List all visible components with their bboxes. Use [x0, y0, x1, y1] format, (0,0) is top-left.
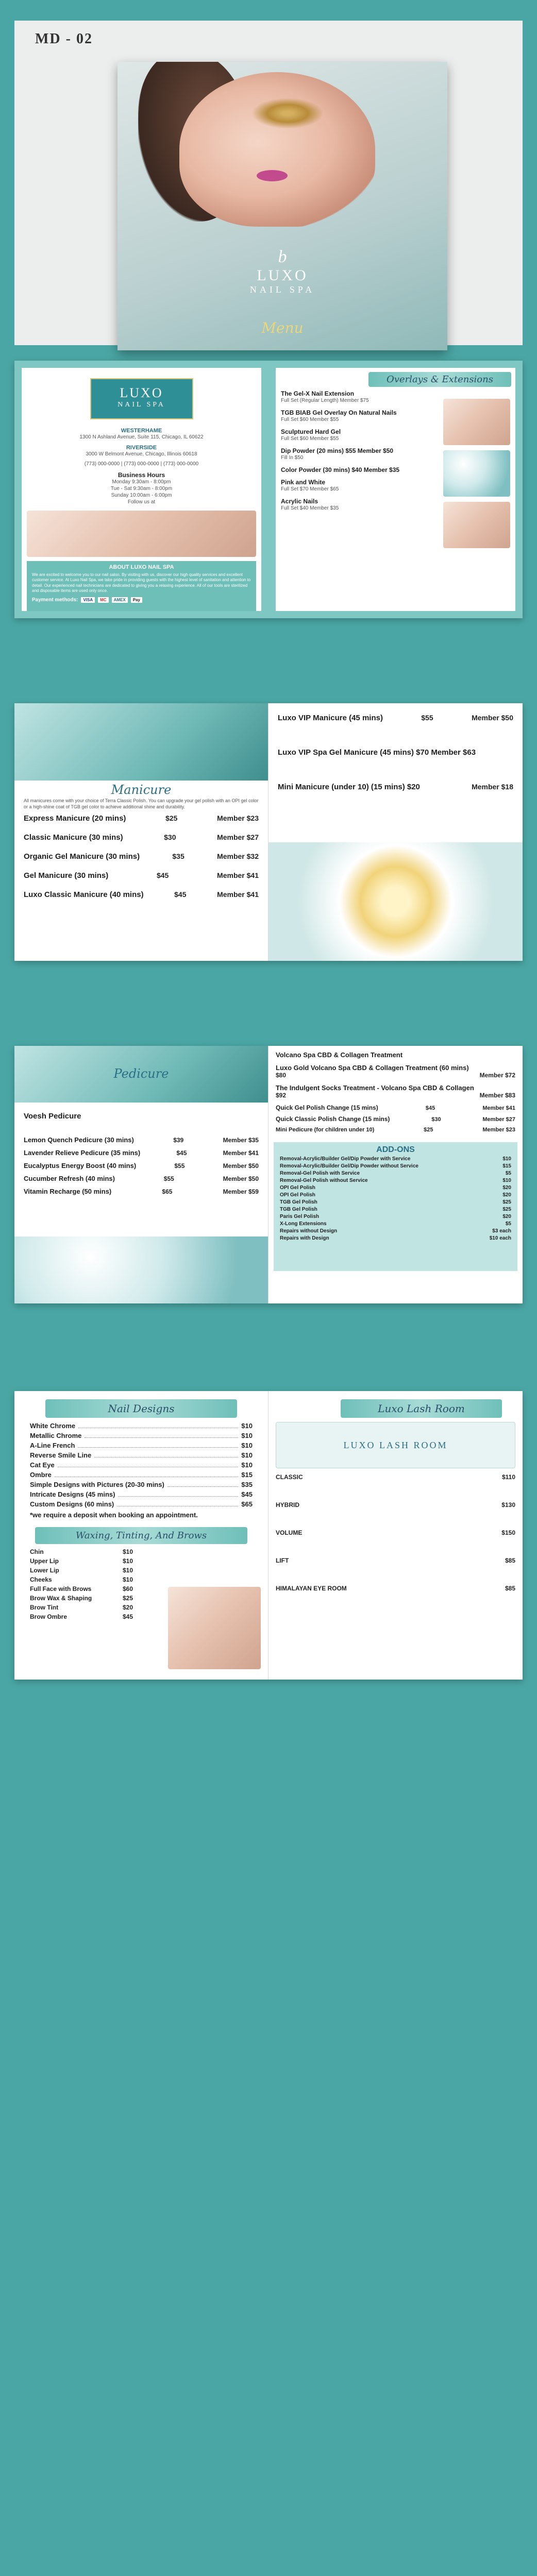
- page-treatments: [268, 1046, 523, 1303]
- treatment-list: [268, 1046, 523, 1142]
- addon-price: $20: [502, 1185, 511, 1191]
- item-price: $39: [173, 1137, 184, 1144]
- item-name: Pink and White: [281, 479, 326, 486]
- item-name: Quick Classic Polish Change (15 mins): [276, 1115, 390, 1123]
- item-price: $45: [425, 1105, 435, 1111]
- manicure-title: Manicure: [111, 783, 172, 797]
- cover-lips: [257, 170, 288, 181]
- lash-price: $130: [501, 1501, 515, 1509]
- item-name: Classic Manicure (30 mins): [24, 833, 123, 842]
- lash-price: $85: [505, 1585, 515, 1592]
- overlay-photo-3: [443, 502, 510, 548]
- item-member-price: Member $50: [223, 1162, 259, 1170]
- addon-row: [280, 1228, 511, 1234]
- wax-name: Chin: [30, 1548, 44, 1555]
- lash-price: $110: [501, 1473, 515, 1481]
- contact: (773) 000-0000 | (773) 000-0000 | (773) 000-0000: [84, 461, 199, 467]
- item-name: Luxo Gold Volcano Spa CBD & Collagen Treatment (60 mins): [276, 1064, 469, 1072]
- item-name: Luxo VIP Spa Gel Manicure (45 mins) $70 Member $63: [278, 748, 476, 757]
- item-member-price: Member $35: [223, 1137, 259, 1144]
- design-row: [30, 1490, 253, 1498]
- addon-name: Paris Gel Polish: [280, 1214, 320, 1219]
- item-name: Volcano Spa CBD & Collagen Treatment: [276, 1051, 403, 1059]
- menu-item: [276, 1051, 515, 1059]
- addons-title: ADD-ONS: [376, 1145, 415, 1154]
- item-member-price: Member $41: [482, 1105, 515, 1111]
- menu-item: [276, 1064, 515, 1079]
- design-price: $10: [241, 1422, 253, 1430]
- info-logo: [90, 378, 193, 419]
- menu-item: [278, 748, 513, 757]
- follow-label: Follow us at: [127, 499, 156, 505]
- wax-row: [30, 1585, 133, 1592]
- addon-name: OPI Gel Polish: [280, 1192, 315, 1198]
- manicure-list: [14, 811, 268, 912]
- design-name: White Chrome: [30, 1422, 76, 1430]
- design-price: $65: [241, 1500, 253, 1508]
- addon-price: $25: [502, 1199, 511, 1205]
- overlay-photo-2: [443, 450, 510, 497]
- design-name: Reverse Smile Line: [30, 1451, 92, 1459]
- page-designs: [14, 1391, 268, 1680]
- addon-name: Removal-Gel Polish with Service: [280, 1171, 360, 1176]
- addon-name: Removal-Acrylic/Builder Gel/Dip Powder without Service: [280, 1163, 418, 1169]
- addon-price: $25: [502, 1207, 511, 1212]
- spread-1: [14, 361, 523, 618]
- payment-row: [32, 597, 251, 603]
- wax-row: [30, 1604, 133, 1611]
- designs-banner: Nail Designs: [45, 1399, 237, 1418]
- page-info: [14, 361, 268, 618]
- item-name: Gel Manicure (30 mins): [24, 871, 109, 880]
- menu-item: [24, 1136, 259, 1144]
- item-prices: Full Set $60 Member $55: [281, 417, 339, 422]
- hours-title: Business Hours: [118, 471, 165, 479]
- design-price: $15: [241, 1471, 253, 1479]
- lash-name: HIMALAYAN EYE ROOM: [276, 1585, 347, 1592]
- lash-name: VOLUME: [276, 1529, 303, 1536]
- cover-menu-title: Menu: [261, 319, 304, 336]
- design-row: [30, 1422, 253, 1430]
- brow-photo: [168, 1587, 261, 1669]
- logo-mark: b: [278, 247, 287, 266]
- wax-price: $10: [122, 1576, 133, 1583]
- lash-name: LIFT: [276, 1557, 289, 1564]
- addon-price: $20: [502, 1214, 511, 1219]
- menu-item: [24, 833, 259, 842]
- addon-row: [280, 1163, 511, 1169]
- item-name: Luxo VIP Manicure (45 mins): [278, 714, 383, 722]
- addon-row: [280, 1185, 511, 1191]
- design-price: $45: [241, 1490, 253, 1498]
- lash-row: [276, 1501, 515, 1509]
- menu-item: [276, 1084, 515, 1099]
- spa-stones-photo: [268, 842, 523, 961]
- item-name: Color Powder (30 mins) $40 Member $35: [281, 466, 400, 473]
- wax-name: Brow Tint: [30, 1604, 59, 1611]
- loc1-addr: 1300 N Ashland Avenue, Suite 115, Chicago, IL 60622: [79, 434, 204, 440]
- design-name: Custom Designs (60 mins): [30, 1500, 114, 1508]
- wax-price: $10: [122, 1557, 133, 1565]
- addon-name: TGB Gel Polish: [280, 1199, 317, 1205]
- design-name: Metallic Chrome: [30, 1432, 82, 1439]
- menu-item: [24, 890, 259, 899]
- item-prices: Fill In $50: [281, 455, 304, 461]
- item-price: $30: [164, 833, 176, 842]
- logo-name: LUXO: [120, 385, 163, 400]
- menu-item: [24, 814, 259, 823]
- wax-row: [30, 1613, 133, 1620]
- item-price: $55: [163, 1175, 174, 1182]
- addon-row: [280, 1171, 511, 1176]
- hand-photo: [27, 511, 256, 557]
- pedicure-feet-photo: [14, 1236, 268, 1303]
- addon-price: $20: [502, 1192, 511, 1198]
- design-row: [30, 1442, 253, 1449]
- item-name: Voesh Pedicure: [24, 1112, 81, 1121]
- wax-name: Brow Ombre: [30, 1613, 68, 1620]
- addon-price: $15: [502, 1163, 511, 1169]
- lash-name: HYBRID: [276, 1501, 300, 1509]
- lash-row: [276, 1529, 515, 1536]
- item-member-price: Member $27: [482, 1116, 515, 1123]
- logo-name: LUXO: [257, 267, 308, 284]
- spread-4: [14, 1391, 523, 1680]
- design-name: Intricate Designs (45 mins): [30, 1490, 115, 1498]
- menu-item: [276, 1127, 515, 1133]
- design-row: [30, 1451, 253, 1459]
- wax-price: $25: [122, 1595, 133, 1602]
- item-member-price: Member $41: [217, 871, 259, 880]
- manicure2-list: [268, 703, 523, 812]
- wax-name: Upper Lip: [30, 1557, 59, 1565]
- wax-name: Full Face with Brows: [30, 1585, 92, 1592]
- item-member-price: Member $83: [479, 1092, 515, 1099]
- lash-price: $85: [505, 1557, 515, 1564]
- wax-list: [14, 1548, 148, 1620]
- addon-price: $5: [505, 1221, 511, 1227]
- menu-item: [24, 1175, 259, 1182]
- item-prices: Full Set (Regular Length) Member $75: [281, 398, 369, 403]
- addon-price: $5: [505, 1171, 511, 1176]
- spread-2: [14, 703, 523, 961]
- lash-row: [276, 1557, 515, 1564]
- about-title: ABOUT LUXO NAIL SPA: [109, 564, 174, 570]
- loc1-label: WESTERHAME: [121, 428, 162, 434]
- item-name: Express Manicure (20 mins): [24, 814, 126, 823]
- addon-name: OPI Gel Polish: [280, 1185, 315, 1191]
- item-member-price: Member $59: [223, 1188, 259, 1195]
- item-price: $55: [421, 714, 433, 722]
- wax-banner: Waxing, Tinting, And Brows: [35, 1527, 247, 1544]
- mastercard-icon: MC: [98, 597, 108, 603]
- item-member-price: Member $41: [217, 890, 259, 899]
- item-name: Mini Pedicure (for children under 10): [276, 1127, 375, 1133]
- addon-name: Removal-Gel Polish without Service: [280, 1178, 368, 1183]
- addon-name: Repairs without Design: [280, 1228, 338, 1234]
- item-member-price: Member $41: [223, 1149, 259, 1157]
- item-price: $35: [172, 852, 184, 861]
- item-price: $92: [276, 1092, 287, 1099]
- visa-icon: VISA: [81, 597, 95, 603]
- design-price: $10: [241, 1442, 253, 1449]
- wax-price: $60: [122, 1585, 133, 1592]
- item-member-price: Member $23: [482, 1127, 515, 1133]
- addons-box: [274, 1142, 517, 1271]
- item-name: Sculptured Hard Gel: [281, 428, 341, 435]
- wax-row: [30, 1548, 133, 1555]
- item-member-price: Member $23: [217, 814, 259, 823]
- page-overlays: [268, 361, 523, 618]
- wax-price: $10: [122, 1548, 133, 1555]
- locations: [22, 428, 261, 505]
- lash-price: $150: [501, 1529, 515, 1536]
- design-price: $10: [241, 1451, 253, 1459]
- hours-1: Tue - Sat 9:30am - 8:00pm: [110, 486, 173, 492]
- spread-3: [14, 1046, 523, 1303]
- cover-label: MD - 02: [35, 31, 93, 47]
- design-row: [30, 1481, 253, 1488]
- design-name: Ombre: [30, 1471, 52, 1479]
- menu-item: [278, 714, 513, 722]
- hours-2: Sunday 10:00am - 6:00pm: [111, 493, 172, 498]
- wax-price: $45: [122, 1613, 133, 1620]
- item-name: The Gel-X Nail Extension: [281, 390, 355, 397]
- amex-icon: AMEX: [112, 597, 128, 603]
- item-name: Acrylic Nails: [281, 498, 318, 505]
- addon-row: [280, 1192, 511, 1198]
- design-name: Cat Eye: [30, 1461, 55, 1469]
- lash-row: [276, 1585, 515, 1592]
- design-price: $10: [241, 1461, 253, 1469]
- menu-item: [276, 1104, 515, 1111]
- item-prices: Full Set $40 Member $35: [281, 505, 339, 511]
- wax-row: [30, 1595, 133, 1602]
- item-name: Lavender Relieve Pedicure (35 mins): [24, 1149, 141, 1157]
- addon-row: [280, 1235, 511, 1241]
- loc2-label: RIVERSIDE: [126, 445, 157, 451]
- lash-logo: LUXO LASH ROOM: [343, 1439, 448, 1450]
- design-name: Simple Designs with Pictures (20-30 mins): [30, 1481, 164, 1488]
- lash-list: [268, 1468, 523, 1618]
- hours-0: Monday 9:30am - 8:00pm: [112, 479, 171, 485]
- item-member-price: Member $27: [217, 833, 259, 842]
- pedicure-title: Pedicure: [113, 1066, 169, 1081]
- addon-row: [280, 1178, 511, 1183]
- item-name: TGB BIAB Gel Overlay On Natural Nails: [281, 409, 397, 416]
- item-name: Organic Gel Manicure (30 mins): [24, 852, 140, 861]
- pedicure-list: [14, 1081, 268, 1195]
- menu-item: [24, 1112, 259, 1121]
- item-price: $30: [431, 1116, 441, 1123]
- addon-name: Removal-Acrylic/Builder Gel/Dip Powder with Service: [280, 1156, 411, 1162]
- wax-price: $10: [122, 1567, 133, 1574]
- item-member-price: Member $18: [472, 783, 513, 791]
- deposit-note: *we require a deposit when booking an appointment.: [30, 1511, 198, 1519]
- wax-name: Brow Wax & Shaping: [30, 1595, 92, 1602]
- menu-item: [24, 1162, 259, 1170]
- item-price: $80: [276, 1072, 287, 1079]
- design-name: A-Line French: [30, 1442, 75, 1449]
- logo-sub: NAIL SPA: [249, 284, 315, 295]
- item-price: $25: [165, 814, 178, 823]
- cover-logo: [118, 247, 447, 295]
- addon-price: $10: [502, 1178, 511, 1183]
- menu-item: [24, 871, 259, 880]
- page-pedicure: [14, 1046, 268, 1303]
- about-box: [27, 561, 256, 618]
- item-member-price: Member $50: [223, 1175, 259, 1182]
- item-price: $45: [156, 871, 169, 880]
- item-name: The Indulgent Socks Treatment - Volcano Spa CBD & Collagen: [276, 1084, 474, 1092]
- item-name: Luxo Classic Manicure (40 mins): [24, 890, 144, 900]
- page-manicure: [14, 703, 268, 961]
- designs-list: [14, 1422, 268, 1519]
- applepay-icon: Pay: [131, 597, 142, 603]
- addon-name: TGB Gel Polish: [280, 1207, 317, 1212]
- addon-row: [280, 1214, 511, 1219]
- menu-item: [276, 1115, 515, 1123]
- item-name: Eucalyptus Energy Boost (40 mins): [24, 1162, 137, 1170]
- design-price: $35: [241, 1481, 253, 1488]
- overlay-photo-1: [443, 399, 510, 445]
- wax-price: $20: [122, 1604, 133, 1611]
- lash-name: CLASSIC: [276, 1473, 303, 1481]
- addon-price: $3 each: [492, 1228, 511, 1234]
- menu-item: [278, 783, 513, 791]
- item-member-price: Member $72: [479, 1072, 515, 1079]
- item-name: Cucumber Refresh (40 mins): [24, 1175, 115, 1182]
- item-prices: Full Set $70 Member $65: [281, 486, 339, 492]
- item-prices: Full Set $60 Member $55: [281, 436, 339, 442]
- manicure-intro: All manicures come with your choice of Terra Classic Polish. You can upgrade your gel polish with an OPI gel color or a high-shine coat of TGB gel color to achieve additional shine and durability.: [24, 798, 259, 809]
- cover-face-image: [179, 72, 375, 227]
- item-name: Mini Manicure (under 10) (15 mins) $20: [278, 783, 420, 791]
- item-name: Dip Powder (20 mins) $55 Member $50: [281, 447, 394, 454]
- wax-name: Lower Lip: [30, 1567, 59, 1574]
- menu-item: [24, 852, 259, 861]
- addon-row: [280, 1207, 511, 1212]
- menu-item: [24, 1188, 259, 1195]
- addon-price: $10: [502, 1156, 511, 1162]
- design-row: [30, 1471, 253, 1479]
- manicure-hero-photo: [14, 703, 268, 781]
- item-name: Lemon Quench Pedicure (30 mins): [24, 1136, 134, 1144]
- lash-banner: Luxo Lash Room: [341, 1399, 502, 1418]
- cover-gold-shadow: [251, 98, 324, 129]
- item-price: $25: [424, 1127, 433, 1133]
- addon-row: [280, 1199, 511, 1205]
- page-lash: [268, 1391, 523, 1680]
- item-price: $45: [174, 890, 187, 899]
- item-member-price: Member $50: [472, 714, 513, 722]
- wax-row: [30, 1567, 133, 1574]
- addon-row: [280, 1156, 511, 1162]
- addon-price: $10 each: [489, 1235, 511, 1241]
- item-member-price: Member $32: [217, 852, 259, 861]
- design-row: [30, 1500, 253, 1508]
- page-manicure-2: [268, 703, 523, 961]
- wax-row: [30, 1576, 133, 1583]
- item-price: $55: [174, 1162, 185, 1170]
- wax-row: [30, 1557, 133, 1565]
- loc2-addr: 3000 W Belmont Avenue, Chicago, Illinois 60618: [86, 451, 197, 457]
- design-price: $10: [241, 1432, 253, 1439]
- design-row: [30, 1461, 253, 1469]
- menu-item: [24, 1149, 259, 1157]
- addon-row: [280, 1221, 511, 1227]
- wax-name: Cheeks: [30, 1576, 52, 1583]
- logo-sub: NAIL SPA: [118, 401, 165, 409]
- overlays-banner: Overlays & Extensions: [368, 372, 511, 387]
- about-text: We are excited to welcome you to our nail salon. By visiting with us, discover our high quality services and excellent customer service. At Luxo Nail Spa, we take pride in providing guests with the highest level of sanitation and attention to detail. Our experienced nail technicians are dedicated to giving you a relaxing experience. All of our tools are sterilized and disposable items are used only once.: [32, 572, 251, 594]
- item-price: $65: [162, 1188, 173, 1195]
- lash-row: [276, 1473, 515, 1481]
- lash-logo-box: [276, 1422, 515, 1468]
- item-price: $45: [176, 1149, 187, 1157]
- addon-name: X-Long Extensions: [280, 1221, 327, 1227]
- cover-card: [118, 62, 447, 350]
- addon-name: Repairs with Design: [280, 1235, 329, 1241]
- design-row: [30, 1432, 253, 1439]
- cover-mockup: [14, 21, 523, 345]
- item-name: Quick Gel Polish Change (15 mins): [276, 1104, 378, 1111]
- item-name: Vitamin Recharge (50 mins): [24, 1188, 112, 1195]
- payment-label: Payment methods:: [32, 597, 78, 603]
